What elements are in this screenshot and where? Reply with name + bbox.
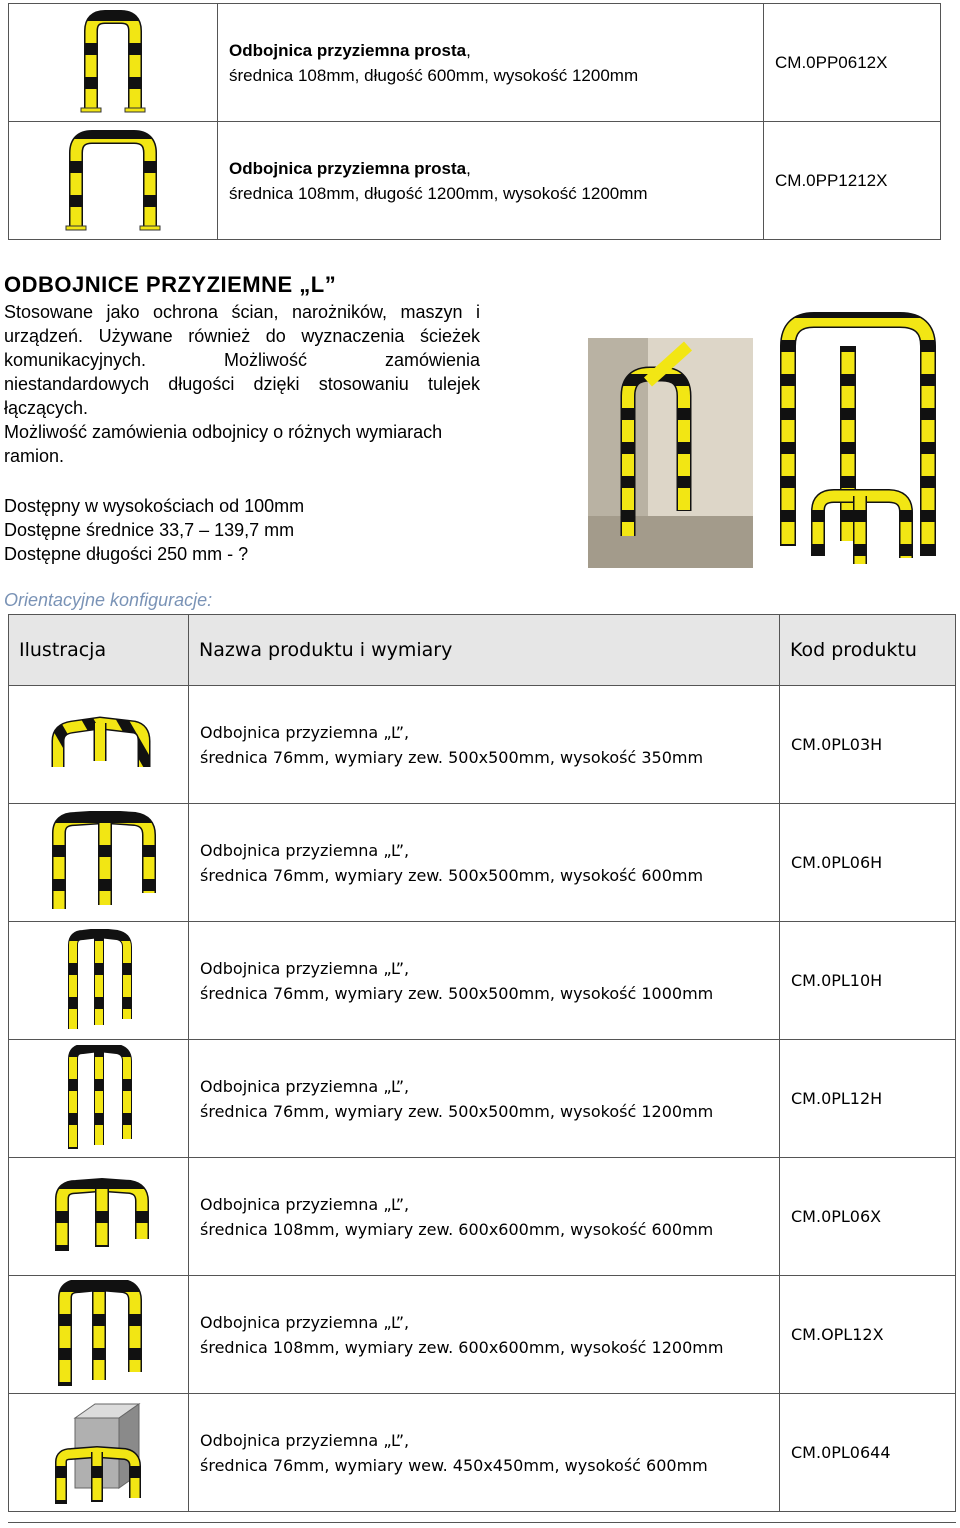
product-name: Odbojnica przyziemna „L”,: [200, 1194, 410, 1214]
product-code: CM.0PP0612X: [764, 4, 941, 122]
configurations-label: Orientacyjne konfiguracje:: [4, 590, 213, 610]
product-code: CM.0PL0644: [780, 1394, 956, 1512]
product-dimensions: średnica 76mm, wymiary zew. 500x500mm, wysokość 1000mm: [200, 983, 714, 1003]
l-bollard-box-illustration: [49, 1398, 149, 1508]
header-illustration: Ilustracja: [9, 615, 189, 686]
product-name: Odbojnica przyziemna „L”,: [200, 722, 410, 742]
product-name-cell: [189, 686, 780, 804]
table-row: [9, 804, 956, 922]
product-name-cell: [218, 4, 764, 122]
table-header: [9, 615, 956, 686]
product-name-cell: [189, 1158, 780, 1276]
header-code: Kod produktu: [780, 615, 956, 686]
product-name: Odbojnica przyziemna „L”,: [200, 958, 410, 978]
intro-section: [4, 270, 480, 468]
illustration-cell: [9, 1394, 189, 1512]
product-code: CM.0PL06H: [780, 804, 956, 922]
product-dimensions: średnica 108mm, długość 1200mm, wysokość 1200mm: [229, 183, 648, 203]
l-bollard-600-illustration: [39, 811, 159, 915]
product-dimensions: średnica 108mm, długość 600mm, wysokość 1200mm: [229, 65, 639, 85]
l-bollard-1000-illustration: [59, 929, 139, 1033]
product-name-separator: ,: [466, 158, 471, 178]
product-name-cell: [189, 922, 780, 1040]
table-row: [9, 122, 941, 240]
description-paragraph: Stosowane jako ochrona ścian, narożników, maszyn i urządzeń. Używane również do wyznaczenia ścieżek komunikacyjnych. Możliwość zamówienia niestandardowych długości dzięki stosowaniu tulejek łączących.: [4, 302, 480, 418]
product-name-cell: [189, 1040, 780, 1158]
product-dimensions: średnica 76mm, wymiary zew. 500x500mm, wysokość 1200mm: [200, 1101, 714, 1121]
table-row: [9, 922, 956, 1040]
product-dimensions: średnica 76mm, wymiary zew. 500x500mm, wysokość 350mm: [200, 747, 704, 767]
table-row: [9, 4, 941, 122]
illustration-cell: [9, 1158, 189, 1276]
section-heading: ODBOJNICE PRZYZIEMNE „L”: [4, 272, 337, 297]
product-name: Odbojnica przyziemna „L”,: [200, 1312, 410, 1332]
product-name: Odbojnica przyziemna prosta: [229, 40, 467, 60]
product-code: CM.0PL12H: [780, 1040, 956, 1158]
illustration-cell: [9, 804, 189, 922]
product-name-separator: ,: [466, 40, 471, 60]
l-bollard-108-600-illustration: [44, 1177, 154, 1257]
top-product-table: [8, 3, 941, 240]
product-dimensions: średnica 76mm, wymiary zew. 500x500mm, wysokość 600mm: [200, 865, 704, 885]
l-bollard-1200-illustration: [59, 1045, 139, 1153]
illustration-cell: [9, 122, 218, 240]
table-row: [9, 1276, 956, 1394]
availability-list: [4, 494, 304, 566]
illustration-cell: [9, 4, 218, 122]
availability-lengths: Dostępne długości 250 mm - ?: [4, 544, 249, 564]
product-dimensions: średnica 108mm, wymiary zew. 600x600mm, wysokość 600mm: [200, 1219, 714, 1239]
l-bollard-108-1200-illustration: [49, 1280, 149, 1390]
illustration-cell: [9, 686, 189, 804]
table-row: [9, 1394, 956, 1512]
product-code: CM.0PL06X: [780, 1158, 956, 1276]
l-bollard-photo: [588, 306, 950, 570]
straight-bollard-wide-illustration: [58, 127, 168, 235]
availability-heights: Dostępny w wysokościach od 100mm: [4, 496, 305, 516]
availability-diameters: Dostępne średnice 33,7 – 139,7 mm: [4, 520, 295, 540]
product-code: CM.0PP1212X: [764, 122, 941, 240]
description-paragraph-2: Możliwość zamówienia odbojnicy o różnych wymiarach ramion.: [4, 422, 443, 466]
straight-bollard-narrow-illustration: [63, 9, 163, 117]
table-row: [9, 1158, 956, 1276]
product-name-cell: [189, 1394, 780, 1512]
illustration-cell: [9, 922, 189, 1040]
header-name: Nazwa produktu i wymiary: [189, 615, 780, 686]
product-name: Odbojnica przyziemna „L”,: [200, 840, 410, 860]
product-code: CM.0PL03H: [780, 686, 956, 804]
product-name: Odbojnica przyziemna prosta: [229, 158, 467, 178]
product-name-cell: [189, 804, 780, 922]
bottom-divider: [8, 1522, 956, 1523]
product-name-cell: [218, 122, 764, 240]
product-name: Odbojnica przyziemna „L”,: [200, 1430, 410, 1450]
product-dimensions: średnica 108mm, wymiary zew. 600x600mm, wysokość 1200mm: [200, 1337, 724, 1357]
product-name-cell: [189, 1276, 780, 1394]
product-dimensions: średnica 76mm, wymiary wew. 450x450mm, wysokość 600mm: [200, 1455, 708, 1475]
l-bollard-low-illustration: [44, 715, 154, 775]
table-row: [9, 1040, 956, 1158]
table-row: [9, 686, 956, 804]
product-code: CM.OPL12X: [780, 1276, 956, 1394]
illustration-cell: [9, 1040, 189, 1158]
product-table: [8, 614, 956, 1512]
product-code: CM.0PL10H: [780, 922, 956, 1040]
illustration-cell: [9, 1276, 189, 1394]
product-name: Odbojnica przyziemna „L”,: [200, 1076, 410, 1096]
